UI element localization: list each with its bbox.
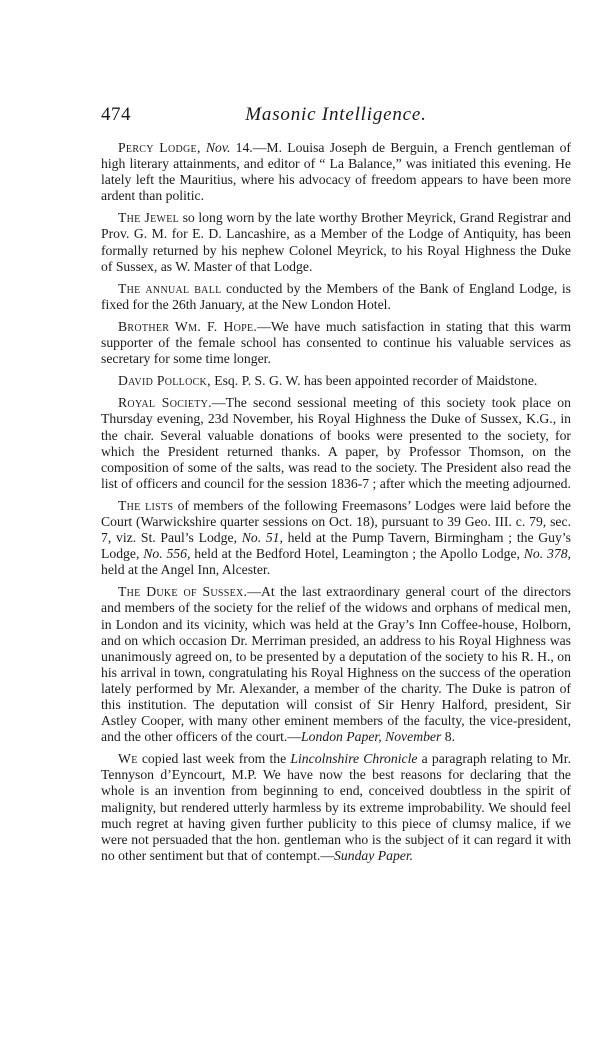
- news-paragraph: [101, 319, 571, 367]
- news-paragraph: [101, 210, 571, 274]
- page-number: 474: [101, 104, 131, 125]
- paragraph-lead: The lists: [118, 497, 174, 513]
- news-paragraph: [101, 584, 571, 745]
- paragraph-lead: Royal Society.: [118, 395, 212, 411]
- news-paragraph: [101, 498, 571, 578]
- body-text: copied last week from the: [137, 751, 291, 767]
- italic-text: Sunday Paper.: [334, 847, 414, 863]
- running-title: Masonic Intelligence.: [245, 104, 427, 125]
- news-paragraph: [101, 395, 571, 492]
- body-text: —We have much satisfaction in stating that this warm supporter of the female school has consented to continue his valuable services as secretary for some time longer.: [101, 318, 572, 367]
- article-body: [101, 140, 571, 870]
- paragraph-lead: We: [118, 751, 138, 767]
- italic-text: No. 378,: [523, 546, 571, 562]
- italic-text: No. 556,: [143, 546, 191, 562]
- news-paragraph: [101, 373, 571, 389]
- paragraph-lead: Brother Wm. F. Hope.: [118, 318, 258, 334]
- body-text: so long worn by the late worthy Brother Meyrick, Grand Registrar and Prov. G. M. for E. D. Lancashire, as a Member of the Lodge of Antiquity, has been formally returned by his nephew Colonel Meyrick, to his Royal Highness the Duke of Sussex, as W. Master of that Lodge.: [101, 210, 572, 274]
- body-text: 14.—M. Louisa Joseph de Berguin, a French gentleman of high literary attainments, and editor of “ La Balance,” was initiated this evening. He lately left the Mauritius, where his advocacy of freedom appears to have been more ardent than politic.: [101, 140, 571, 204]
- page-header: [101, 104, 571, 128]
- italic-text: London Paper, November: [301, 729, 442, 745]
- paragraph-lead: The Jewel: [118, 210, 180, 226]
- body-text: —The second sessional meeting of this society took place on Thursday evening, 23d November, his Royal Highness the Duke of Sussex, K.G., in the chair. Several valuable donations of books were presented to the society, for which the President returned thanks. A paper, by Professor Thomson, on the composition of some of the salts, was read to the society. The President also read the list of officers and council for the session 1836-7 ; after which the meeting adjourned.: [101, 395, 571, 491]
- body-text: held at the Angel Inn, Alcester.: [101, 562, 271, 578]
- paragraph-lead: David Pollock,: [118, 373, 211, 389]
- italic-text: Nov.: [205, 140, 231, 155]
- italic-text: Lincolnshire Chronicle: [290, 751, 418, 767]
- body-text: 8.: [441, 729, 456, 745]
- news-paragraph: [101, 281, 571, 313]
- paragraph-lead: The annual ball: [118, 280, 222, 296]
- body-text: —At the last extraordinary general court of the directors and members of the society for the relief of the widows and orphans of medical men, in London and its vicinity, which was held at the Gray’s Inn Coffee-house, Holborn, and on which occasion Dr. Merriman presided, an address to his Royal Highness was unanimously agreed on, to be presented by a deputation of the society to his R. H., on his arrival in town, congratulating his Royal Highness on the success of the operation lately performed by Mr. Alexander, a member of the charity. The Duke is patron of this institution. The deputation will consist of Sir Henry Halford, president, Sir Astley Cooper, with many other eminent members of the faculty, the vice-president, and the other officers of the court.—: [101, 584, 571, 745]
- body-text: a paragraph relating to Mr. Tennyson d’Eyncourt, M.P. We have now the best reasons for declaring that the whole is an invention from beginning to end, conceived doubtless in the spirit of malignity, but rendered utterly harmless by its extreme improbability. We should feel much regret at having given further publicity to this piece of clumsy malice, if we were not persuaded that the hon. gentleman who is the subject of it can regard it with no other sentiment but that of contempt.—: [101, 751, 572, 863]
- news-paragraph: [101, 751, 571, 864]
- body-text: conducted by the Members of the Bank of England Lodge, is fixed for the 26th January, at the New London Hotel.: [101, 280, 571, 312]
- body-text: held at the Bedford Hotel, Leamington ; the Apollo Lodge,: [190, 546, 524, 562]
- italic-text: No. 51,: [241, 530, 283, 546]
- body-text: Esq. P. S. G. W. has been appointed recorder of Maidstone.: [210, 373, 538, 389]
- body-text: of members of the following Freemasons’ Lodges were laid before the Court (Warwickshire quarter sessions on Oct. 18), pursuant to 39 Geo. III. c. 79, sec. 7, viz. St. Paul’s Lodge,: [101, 497, 571, 546]
- body-text: held at the Pump Tavern, Birmingham ; the Guy’s Lodge,: [101, 530, 571, 562]
- paragraph-lead: The Duke of Sussex.: [118, 584, 248, 600]
- news-paragraph: [101, 140, 571, 204]
- paragraph-lead: Percy Lodge,: [118, 140, 201, 155]
